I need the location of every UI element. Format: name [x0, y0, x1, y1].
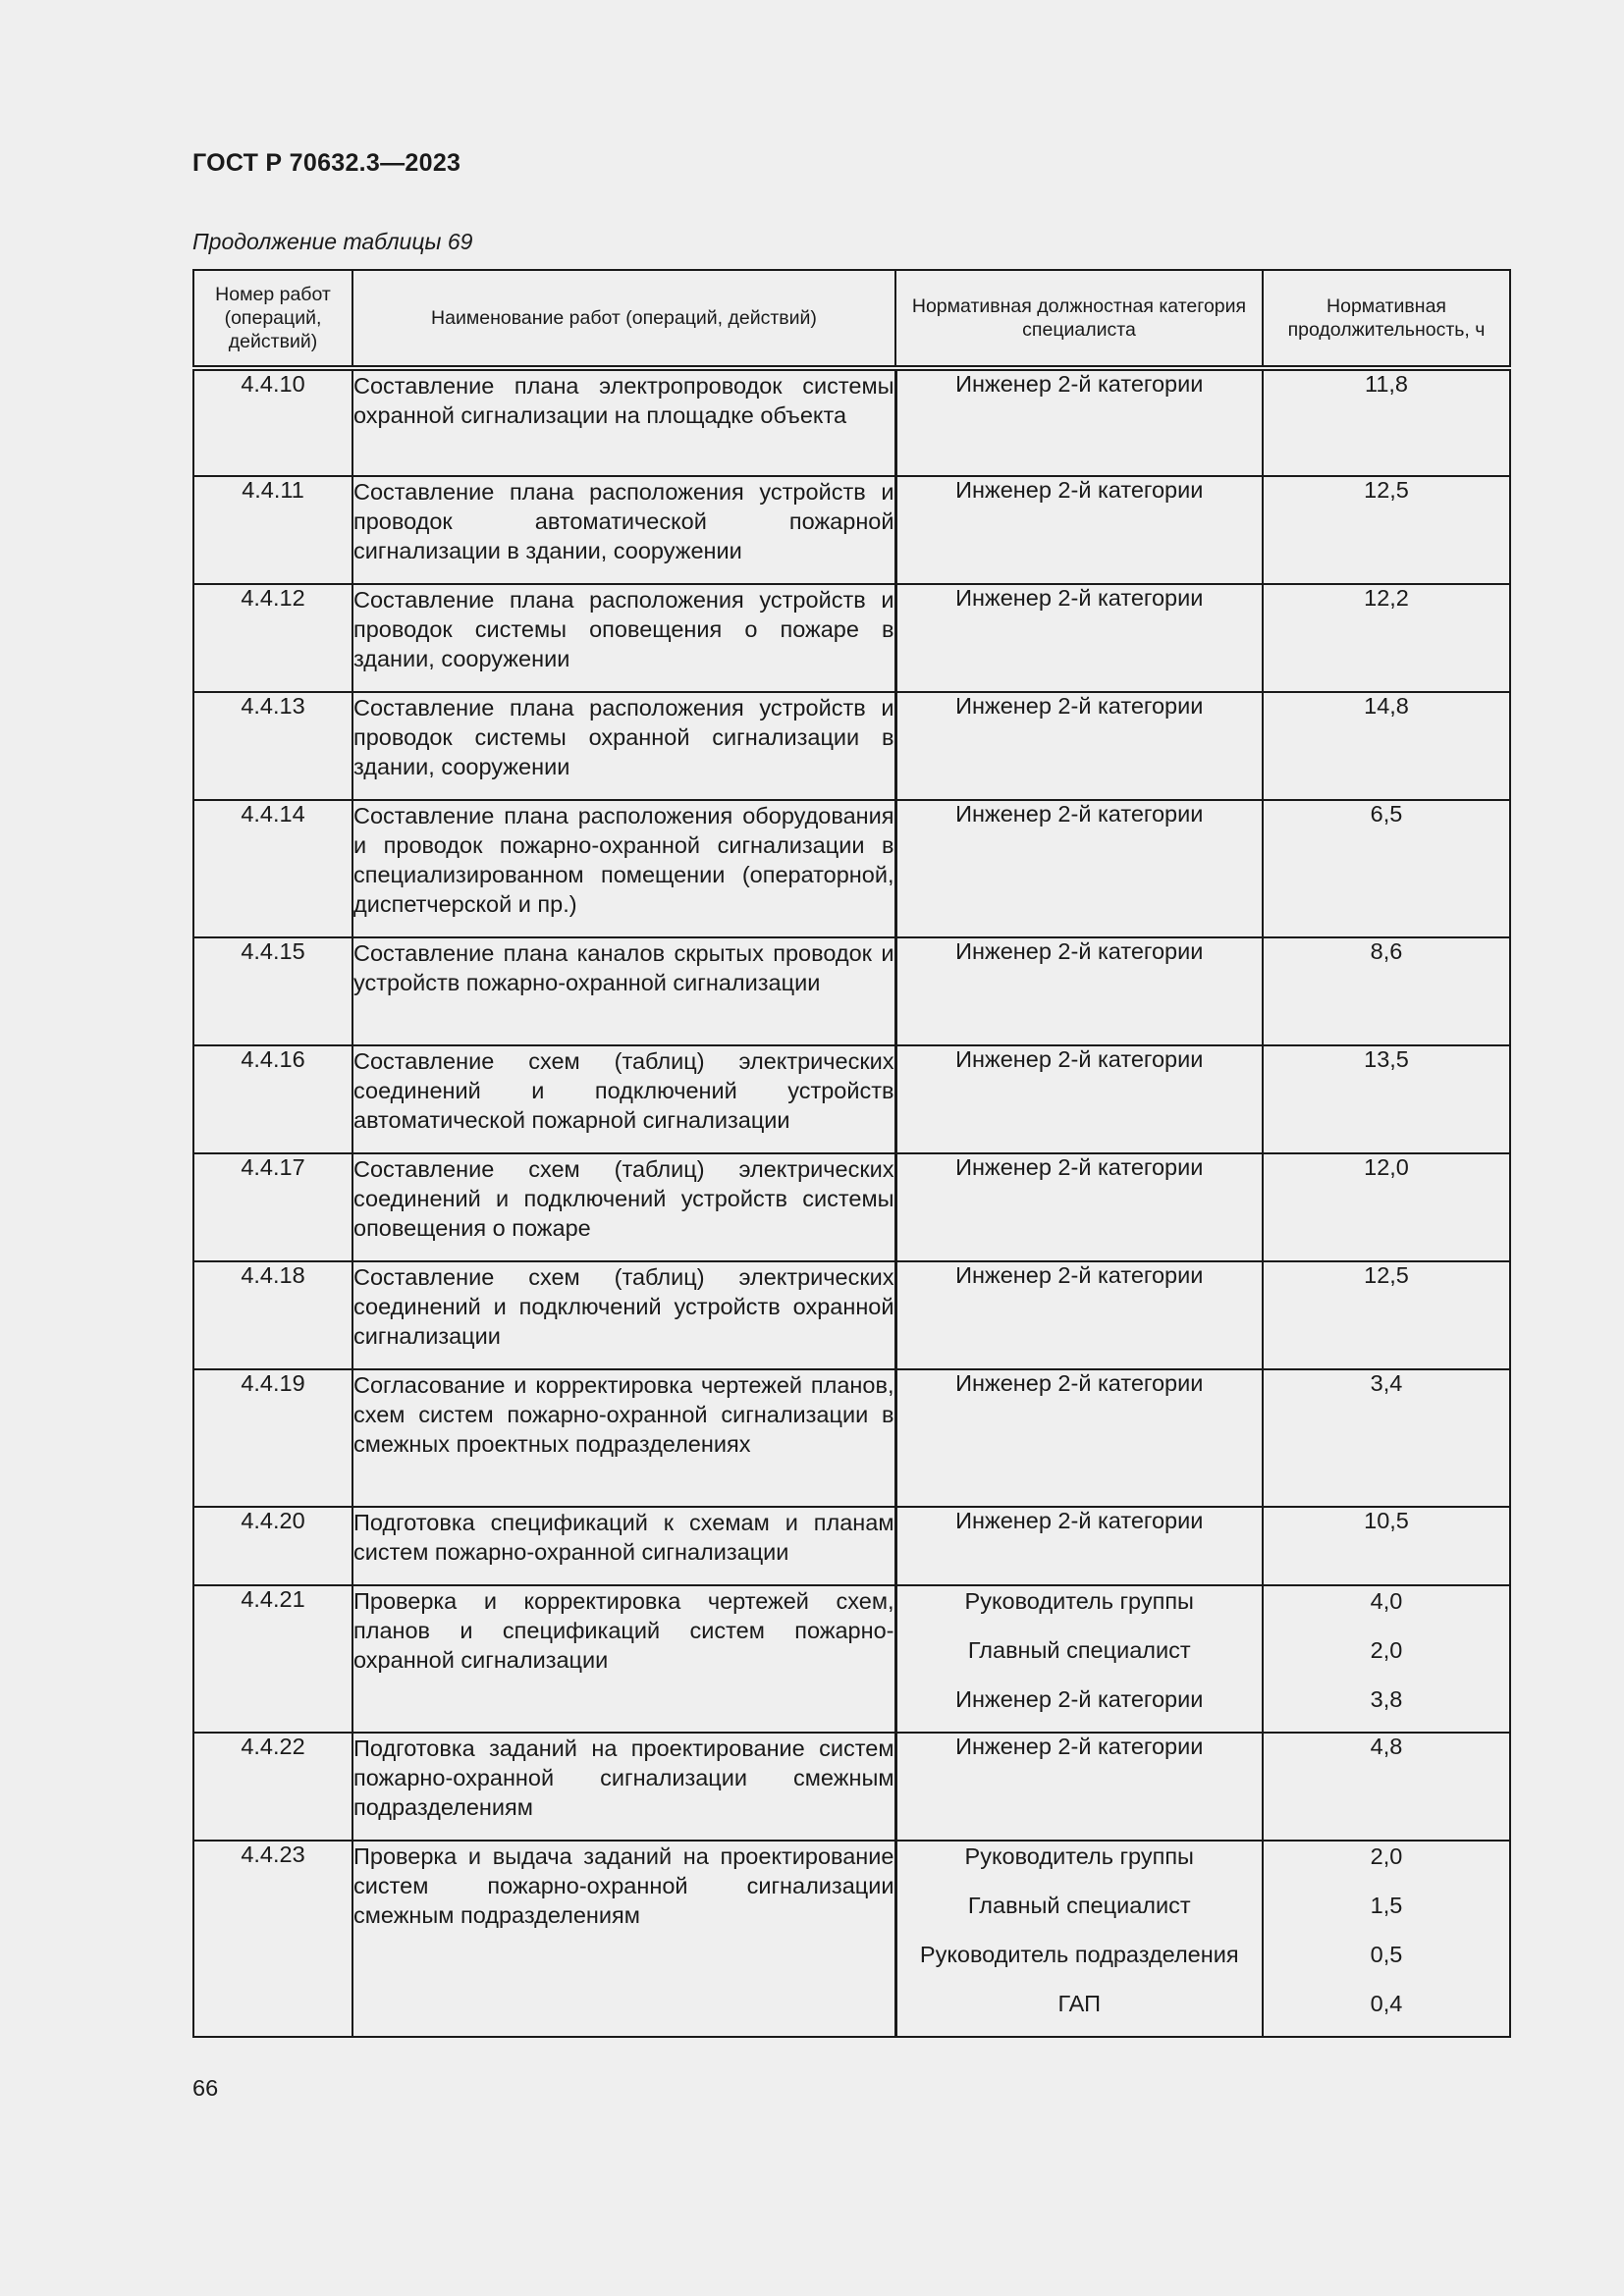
row-category-cell: [895, 1841, 1263, 2037]
table-row: [193, 692, 1510, 800]
table-row: [193, 1585, 1510, 1733]
duration-hours: 4,8: [1370, 1734, 1403, 1759]
table-row: [193, 937, 1510, 1045]
column-header-name: Наименование работ (операций, действий): [352, 270, 895, 368]
page-number: 66: [192, 2075, 219, 2101]
specialist-category: Руководитель подразделения: [919, 1942, 1239, 1967]
row-category-cell: [895, 584, 1263, 692]
row-category-cell: [895, 1369, 1263, 1507]
row-number: 4.4.15: [193, 937, 352, 1045]
row-duration-cell: [1263, 1733, 1510, 1841]
row-work-name: Подготовка заданий на проектирование систем пожарно-охранной сигнализации смежным подразделениям: [352, 1733, 895, 1841]
row-number: 4.4.16: [193, 1045, 352, 1153]
duration-hours: 12,0: [1364, 1154, 1409, 1180]
column-header-duration: Нормативная продолжительность, ч: [1263, 270, 1510, 368]
row-category-cell: [895, 1733, 1263, 1841]
specialist-category: Инженер 2-й категории: [955, 1734, 1204, 1759]
row-duration-cell: [1263, 368, 1510, 476]
duration-hours: 4,0: [1370, 1588, 1403, 1614]
table-caption: Продолжение таблицы 69: [192, 229, 473, 254]
specialist-category: Инженер 2-й категории: [955, 1370, 1204, 1396]
table-row: [193, 1261, 1510, 1369]
specialist-category: Инженер 2-й категории: [955, 1508, 1204, 1533]
table-row: [193, 1153, 1510, 1261]
row-work-name: Составление схем (таблиц) электрических соединений и подключений устройств системы оповещения о пожаре: [352, 1153, 895, 1261]
table-row: [193, 1369, 1510, 1507]
specialist-category: Инженер 2-й категории: [955, 938, 1204, 964]
row-duration-cell: [1263, 800, 1510, 937]
norms-table: [192, 269, 1511, 2038]
row-duration-cell: [1263, 1369, 1510, 1507]
table-row: [193, 800, 1510, 937]
row-number: 4.4.23: [193, 1841, 352, 2037]
duration-hours: 0,4: [1370, 1991, 1403, 2016]
duration-hours: 10,5: [1364, 1508, 1409, 1533]
duration-hours: 14,8: [1364, 693, 1409, 719]
column-header-category: Нормативная должностная категория специалиста: [895, 270, 1263, 368]
table-row: [193, 476, 1510, 584]
row-number: 4.4.17: [193, 1153, 352, 1261]
row-work-name: Согласование и корректировка чертежей планов, схем систем пожарно-охранной сигнализации в смежных проектных подразделениях: [352, 1369, 895, 1507]
row-duration-cell: [1263, 1045, 1510, 1153]
row-work-name: Составление схем (таблиц) электрических соединений и подключений устройств охранной сигнализации: [352, 1261, 895, 1369]
specialist-category: Руководитель группы: [964, 1843, 1194, 1869]
row-number: 4.4.22: [193, 1733, 352, 1841]
specialist-category: Главный специалист: [967, 1637, 1191, 1663]
table-row: [193, 368, 1510, 476]
row-category-cell: [895, 937, 1263, 1045]
row-duration-cell: [1263, 584, 1510, 692]
specialist-category: Руководитель группы: [964, 1588, 1194, 1614]
row-duration-cell: [1263, 1153, 1510, 1261]
duration-hours: 0,5: [1370, 1942, 1403, 1967]
duration-hours: 2,0: [1370, 1843, 1403, 1869]
row-work-name: Проверка и выдача заданий на проектирование систем пожарно-охранной сигнализации смежным подразделениям: [352, 1841, 895, 2037]
duration-hours: 8,6: [1370, 938, 1403, 964]
row-number: 4.4.12: [193, 584, 352, 692]
specialist-category: Инженер 2-й категории: [955, 801, 1204, 827]
duration-hours: 2,0: [1370, 1637, 1403, 1663]
row-number: 4.4.19: [193, 1369, 352, 1507]
duration-hours: 6,5: [1370, 801, 1403, 827]
specialist-category: ГАП: [1057, 1991, 1101, 2016]
row-number: 4.4.13: [193, 692, 352, 800]
row-work-name: Проверка и корректировка чертежей схем, планов и спецификаций систем пожарно-охранной сигнализации: [352, 1585, 895, 1733]
specialist-category: Главный специалист: [967, 1893, 1191, 1918]
specialist-category: Инженер 2-й категории: [955, 1046, 1204, 1072]
row-number: 4.4.10: [193, 368, 352, 476]
row-category-cell: [895, 368, 1263, 476]
specialist-category: Инженер 2-й категории: [955, 371, 1204, 397]
row-duration-cell: [1263, 476, 1510, 584]
specialist-category: Инженер 2-й категории: [955, 1686, 1204, 1712]
duration-hours: 1,5: [1370, 1893, 1403, 1918]
standard-title: ГОСТ Р 70632.3—2023: [192, 149, 461, 177]
row-number: 4.4.21: [193, 1585, 352, 1733]
row-duration-cell: [1263, 1507, 1510, 1585]
table-body: [193, 368, 1510, 2037]
specialist-category: Инженер 2-й категории: [955, 585, 1204, 611]
row-category-cell: [895, 476, 1263, 584]
row-work-name: Составление плана расположения устройств и проводок системы охранной сигнализации в здании, сооружении: [352, 692, 895, 800]
specialist-category: Инженер 2-й категории: [955, 693, 1204, 719]
duration-hours: 11,8: [1365, 371, 1408, 397]
table-header-row: [193, 270, 1510, 368]
row-category-cell: [895, 1261, 1263, 1369]
column-header-number: Номер работ (операций, действий): [193, 270, 352, 368]
row-category-cell: [895, 692, 1263, 800]
row-category-cell: [895, 1585, 1263, 1733]
table-row: [193, 584, 1510, 692]
specialist-category: Инженер 2-й категории: [955, 1154, 1204, 1180]
row-work-name: Составление плана расположения устройств и проводок системы оповещения о пожаре в здании, сооружении: [352, 584, 895, 692]
row-duration-cell: [1263, 1841, 1510, 2037]
table-row: [193, 1507, 1510, 1585]
duration-hours: 13,5: [1364, 1046, 1409, 1072]
row-number: 4.4.18: [193, 1261, 352, 1369]
row-category-cell: [895, 1045, 1263, 1153]
row-work-name: Подготовка спецификаций к схемам и планам систем пожарно-охранной сигнализации: [352, 1507, 895, 1585]
row-number: 4.4.14: [193, 800, 352, 937]
row-category-cell: [895, 1507, 1263, 1585]
row-number: 4.4.20: [193, 1507, 352, 1585]
specialist-category: Инженер 2-й категории: [955, 1262, 1204, 1288]
row-work-name: Составление плана расположения устройств и проводок автоматической пожарной сигнализации в здании, сооружении: [352, 476, 895, 584]
duration-hours: 3,4: [1370, 1370, 1403, 1396]
row-duration-cell: [1263, 937, 1510, 1045]
duration-hours: 12,5: [1364, 477, 1409, 503]
row-category-cell: [895, 800, 1263, 937]
row-work-name: Составление плана каналов скрытых проводок и устройств пожарно-охранной сигнализации: [352, 937, 895, 1045]
row-work-name: Составление схем (таблиц) электрических соединений и подключений устройств автоматической пожарной сигнализации: [352, 1045, 895, 1153]
row-category-cell: [895, 1153, 1263, 1261]
table-row: [193, 1045, 1510, 1153]
row-number: 4.4.11: [193, 476, 352, 584]
row-duration-cell: [1263, 1585, 1510, 1733]
row-work-name: Составление плана расположения оборудования и проводок пожарно-охранной сигнализации в специализированном помещении (операторной, диспетчерской и пр.): [352, 800, 895, 937]
specialist-category: Инженер 2-й категории: [955, 477, 1204, 503]
duration-hours: 12,5: [1364, 1262, 1409, 1288]
row-duration-cell: [1263, 1261, 1510, 1369]
duration-hours: 12,2: [1364, 585, 1409, 611]
row-work-name: Составление плана электропроводок системы охранной сигнализации на площадке объекта: [352, 368, 895, 476]
duration-hours: 3,8: [1370, 1686, 1403, 1712]
table-row: [193, 1841, 1510, 2037]
table-row: [193, 1733, 1510, 1841]
row-duration-cell: [1263, 692, 1510, 800]
